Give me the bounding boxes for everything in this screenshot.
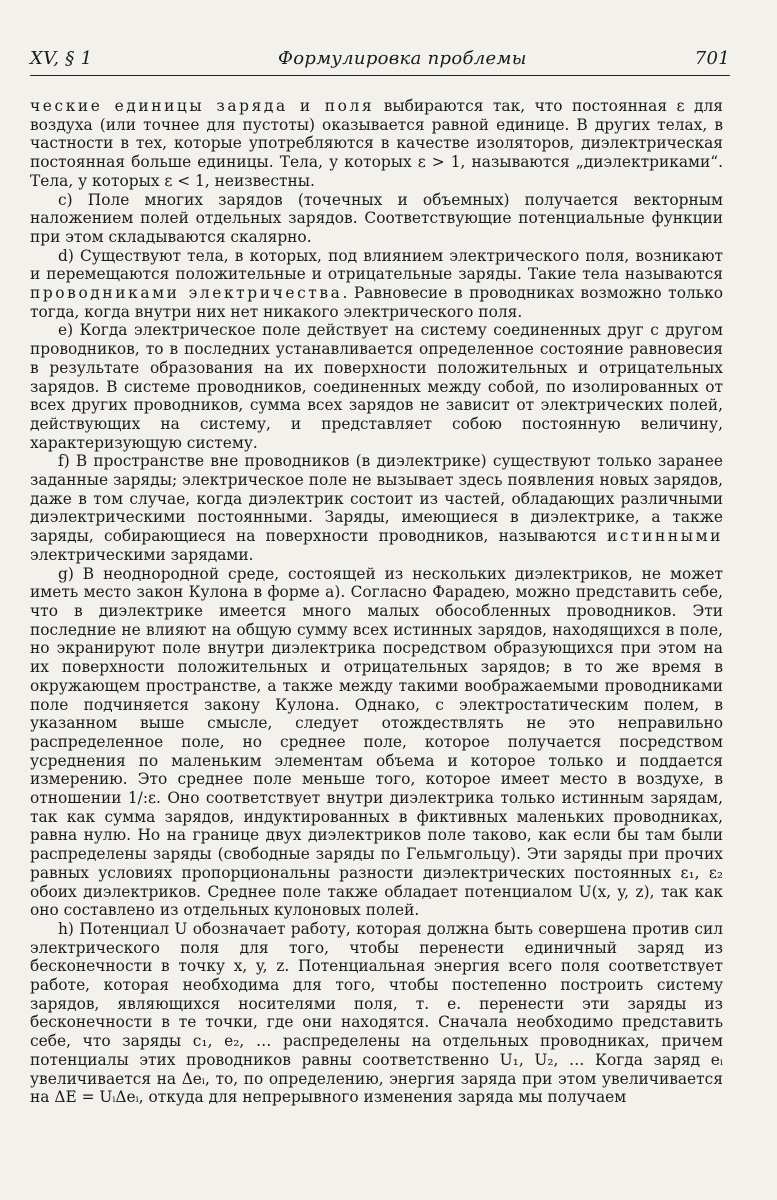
paragraph-text: h) Потенциал U обозначает работу, которая должна быть совершена против сил электрического поля для того, чтобы перенести единичный заряд из бесконечности в точку x, y, z. Потенциальная энергия всего поля соответствует работе, которая необходима для того, чтобы постепенно построить систему зарядов, являющихся носителями поля, т. е. перенести эти заряды из бесконечности в те точки, где они находятся. Сначала необходимо представить себе, что заряды c₁, e₂, … распределены на отдельных проводниках, причем потенциалы этих проводников равны соответственно U₁, U₂, … Когда заряд eᵢ увеличивается на Δeᵢ, то, по определению, энергия заряда при этом увеличивается на ΔE = UᵢΔeᵢ, откуда для непрерывного изменения заряда мы получаем bbox=[30, 919, 723, 1107]
spaced-emphasis: истинными bbox=[606, 527, 723, 546]
paragraph-e bbox=[30, 321, 723, 452]
paragraph-text: c) Поле многих зарядов (точечных и объемных) получается векторным наложением полей отдельных зарядов. Соответствующие потенциальные функции при этом складываются скалярно. bbox=[30, 190, 723, 246]
spaced-emphasis: ческие единицы заряда и поля bbox=[30, 97, 375, 115]
paragraph-d bbox=[30, 247, 723, 322]
text-body bbox=[30, 97, 723, 1107]
header-rule bbox=[30, 75, 730, 76]
page-number: 701 bbox=[694, 48, 730, 69]
chapter-title: Формулировка проблемы bbox=[278, 48, 527, 69]
paragraph-text: g) В неоднородной среде, состоящей из нескольких диэлектриков, не может иметь место закон Кулона в форме a). Согласно Фарадею, можно представить себе, что в диэлектрике имеется много малых обособленных проводников. Эти последние не влияют на общую сумму всех истинных зарядов, находящихся в поле, но экранируют поле внутри диэлектрика посредством образующихся при этом на их поверхности положительных и отрицательных зарядов; в то же время в окружающем пространстве, а также между такими воображаемыми проводниками поле подчиняется закону Кулона. Однако, с электростатическим полем, в указанном выше смысле, следует отождествлять не это неправильно распределенное поле, но среднее поле, которое получается посредством усреднения по маленьким элементам объема и которое только и поддается измерению. Это среднее поле меньше того, которое имеет место в воздухе, в отношении 1/:ε. Оно соответствует внутри диэлектрика только истинным зарядам, так как сумма зарядов, индуктированных в фиктивных маленьких проводниках, равна нулю. Но на границе двух диэлектриков поле таково, как если бы там были распределены заряды (свободные заряды по Гельмгольцу). Эти заряды при прочих равных условиях пропорциональны разности диэлектрических постоянных ε₁, ε₂ обоих диэлектриков. Среднее поле также обладает потенциалом U(x, y, z), так как оно составлено из отдельных кулоновых полей. bbox=[30, 564, 723, 920]
section-label: XV, § 1 bbox=[30, 48, 93, 69]
paragraph-continuation bbox=[30, 97, 723, 191]
paragraph-text: f) В пространстве вне проводников (в диэлектрике) существуют только заранее заданные заряды; электрическое поле не вызывает здесь появления новых зарядов, даже в том случае, когда диэлектрик состоит из частей, обладающих различными диэлектрическими постоянными. Заряды, имеющиеся в диэлектрике, а также заряды, собирающиеся на поверхности проводников, называются bbox=[30, 452, 723, 546]
paragraph-text: . Равновесие в проводниках возможно только тогда, когда внутри них нет никакого электрического поля. bbox=[30, 284, 723, 321]
paragraph-c bbox=[30, 191, 723, 247]
paragraph-text: e) Когда электрическое поле действует на систему соединенных друг с другом проводников, то в последних устанавливается определенное состояние равновесия в результате образования на их поверхности положительных и отрицательных зарядов. В системе проводников, соединенных между собой, по изолированных от всех других проводников, сумма всех зарядов не зависит от электрических полей, действующих на систему, и представляет собою постоянную величину, характеризующую систему. bbox=[30, 321, 723, 452]
paragraph-g bbox=[30, 565, 723, 920]
running-header bbox=[30, 46, 730, 74]
paragraph-f bbox=[30, 452, 723, 564]
paragraph-text: электрическими зарядами. bbox=[30, 545, 254, 564]
paragraph-text: выбираются так, что постоянная ε для воздуха (или точнее для пустоты) оказывается равной единице. В других телах, в частности в тех, которые употребляются в качестве изоляторов, диэлектрическая постоянная больше единицы. Тела, у которых ε > 1, называются „диэлектриками“. Тела, у которых ε < 1, неизвестны. bbox=[30, 97, 723, 190]
paragraph-text: d) Существуют тела, в которых, под влиянием электрического поля, возникают и перемещаются положительные и отрицательные заряды. Такие тела называются bbox=[30, 246, 723, 284]
spaced-emphasis: проводниками электричества bbox=[30, 284, 343, 303]
paragraph-h bbox=[30, 920, 723, 1107]
